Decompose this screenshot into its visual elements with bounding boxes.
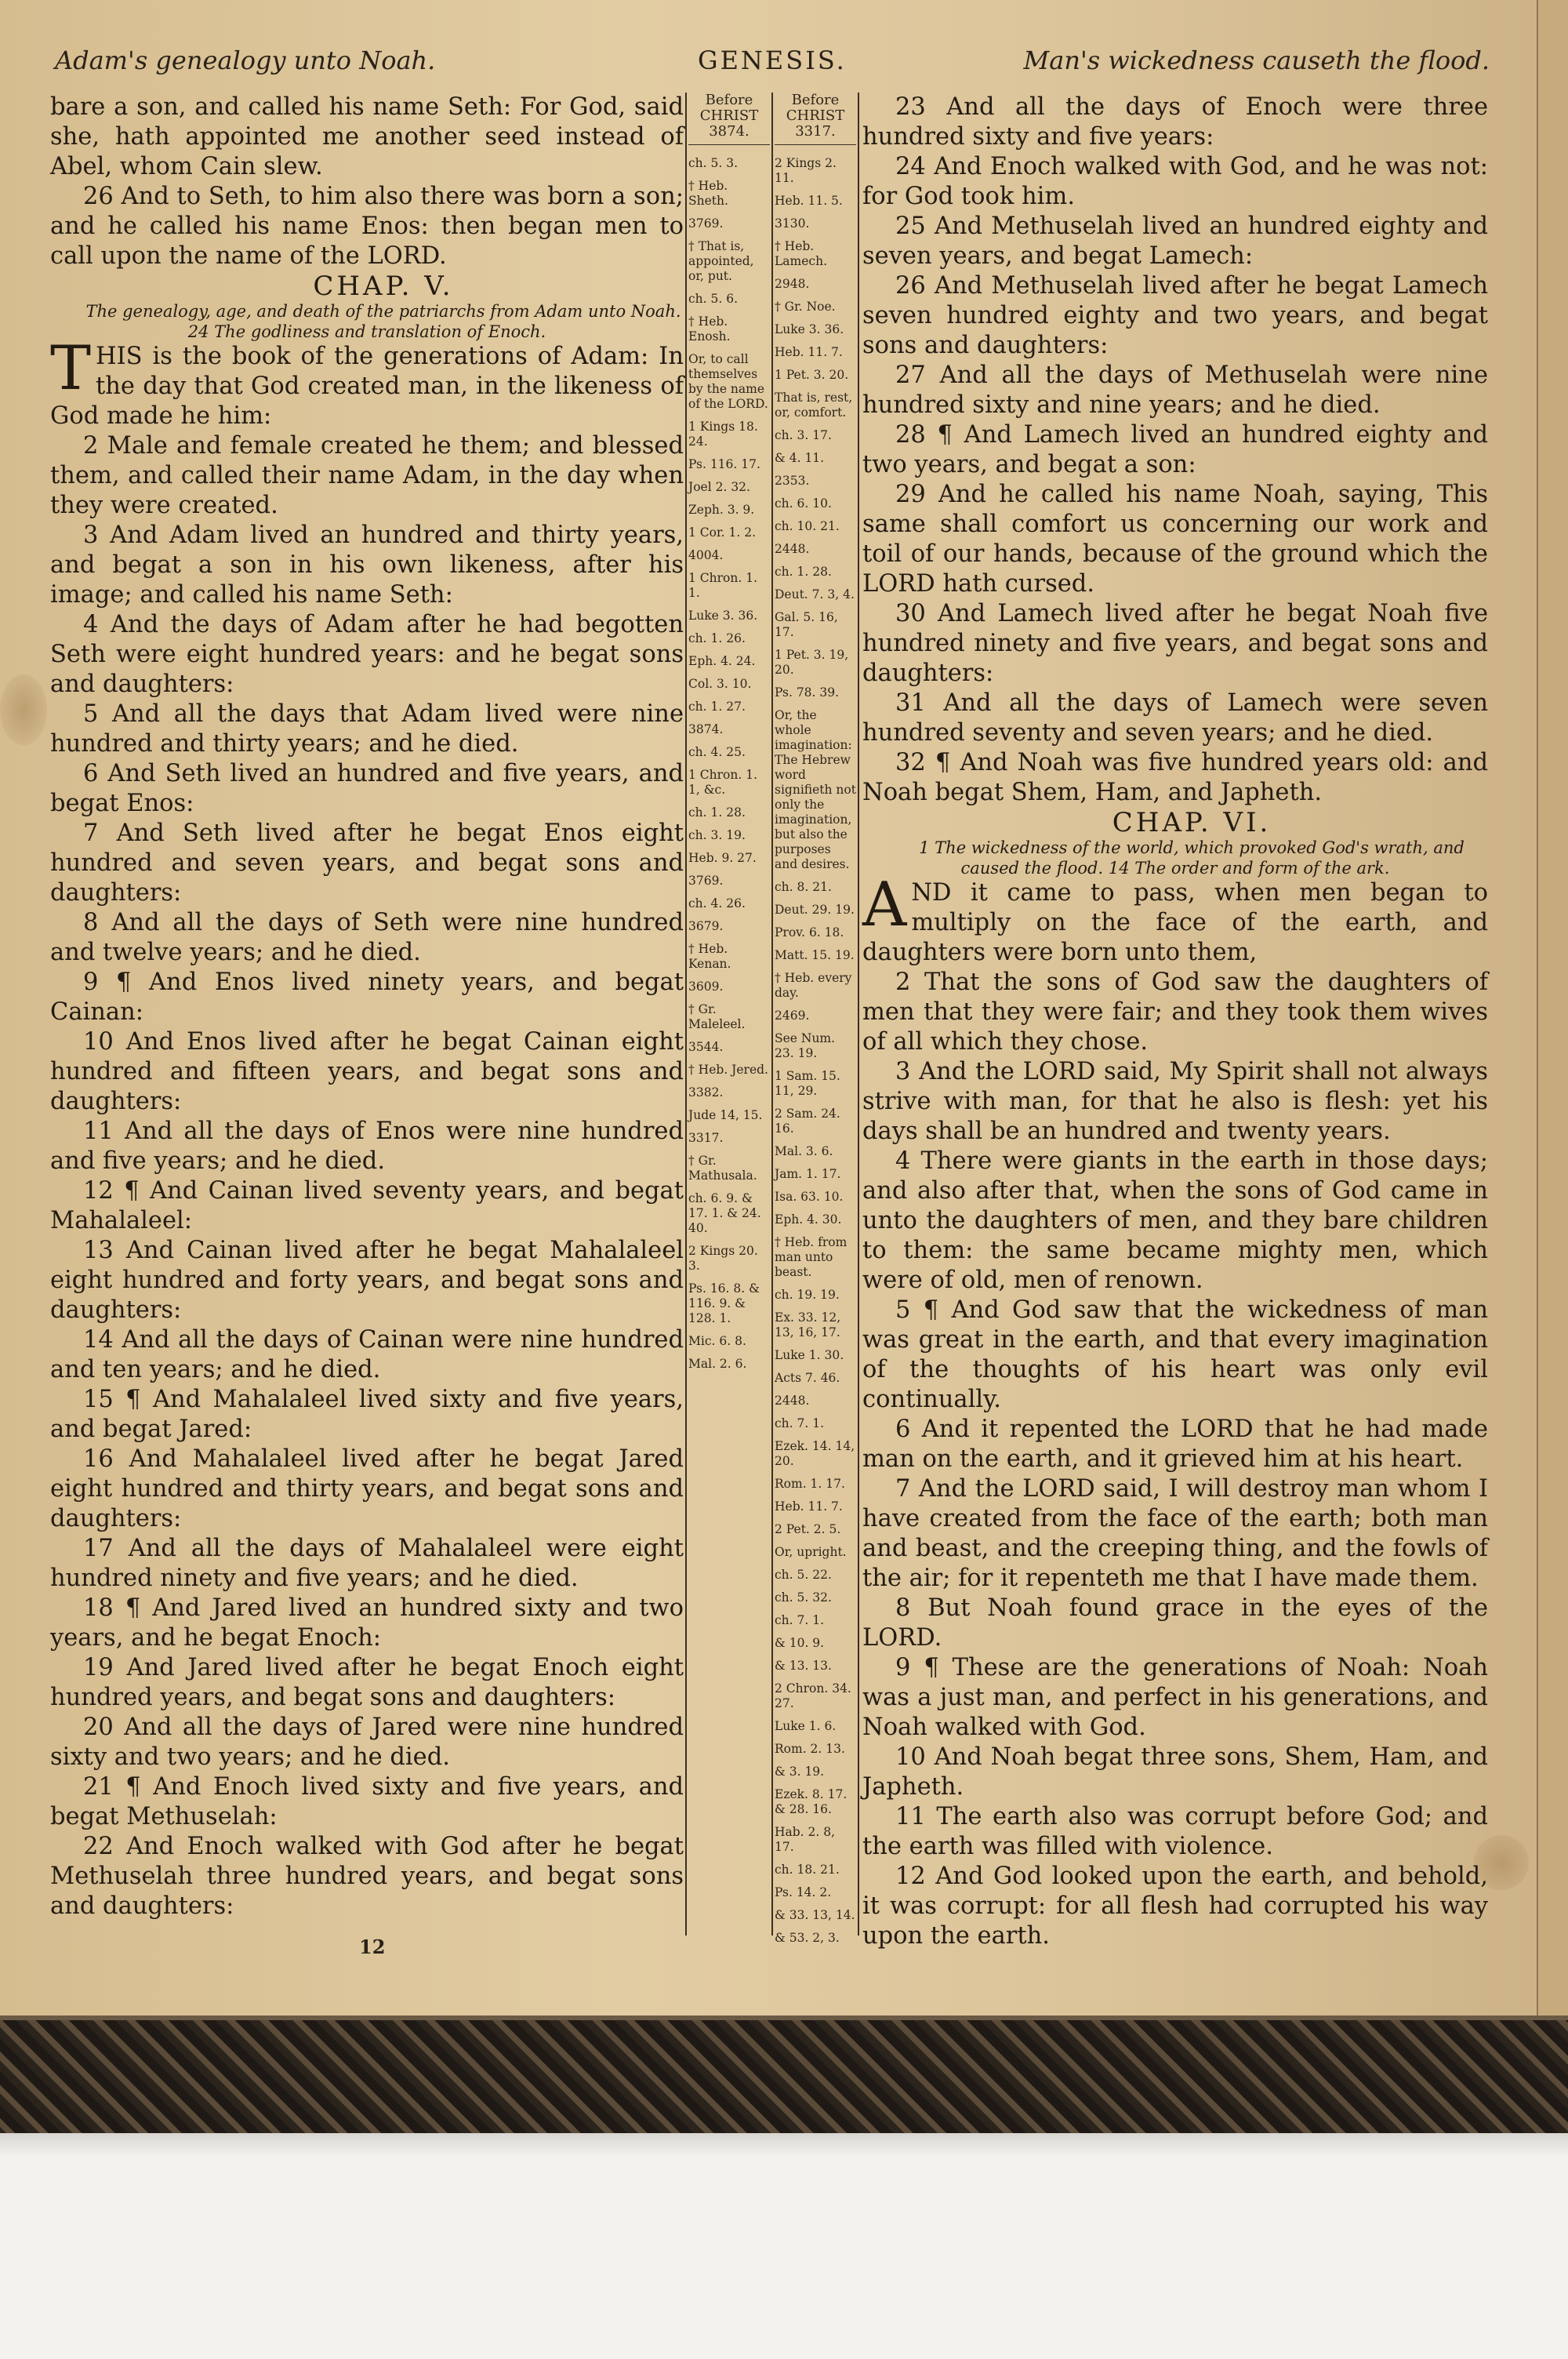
margin-reference: ch. 3. 17. (775, 428, 832, 442)
margin-reference: 2 Sam. 24. 16. (775, 1107, 840, 1136)
verse: 7 And the LORD said, I will destroy man whom I have created from the face of the earth; both man and beast, and the creeping thing, and the fowls of the air; for it repenteth me that I have made them. (862, 1475, 1488, 1592)
running-head (55, 45, 1490, 93)
margin-reference: Jude 14, 15. (688, 1108, 763, 1122)
margin-reference: ch. 4. 26. (688, 896, 746, 911)
verse: 2 That the sons of God saw the daughters of men that they were fair; and they took them wives of all which they chose. (862, 969, 1488, 1056)
margin-reference: Rom. 1. 17. (775, 1477, 845, 1491)
margin-reference: 1 Pet. 3. 19, 20. (775, 648, 849, 677)
margin-reference: 1 Sam. 15. 11, 29. (775, 1069, 840, 1098)
verse: 10 And Noah begat three sons, Shem, Ham, and Japheth. (862, 1743, 1488, 1801)
margin-reference: Gal. 5. 16, 17. (775, 610, 838, 639)
verse-list (862, 968, 1488, 1951)
margin-reference: 1 Pet. 3. 20. (775, 368, 849, 382)
margin-reference: Deut. 29. 19. (775, 903, 855, 917)
verse: 6 And Seth lived an hundred and five years, and begat Enos: (50, 760, 684, 817)
running-head-right: Man's wickedness causeth the flood. (1023, 45, 1490, 75)
verse: 8 But Noah found grace in the eyes of the LORD. (862, 1594, 1488, 1652)
margin-reference: 1 Cor. 1. 2. (688, 525, 757, 540)
margin-reference: 3769. (688, 216, 724, 231)
adjacent-page-edge (1537, 0, 1568, 2016)
margin-reference: Eph. 4. 30. (775, 1212, 842, 1227)
verse: 14 And all the days of Cainan were nine hundred and ten years; and he died. (50, 1326, 684, 1383)
margin-references-left (688, 93, 770, 1379)
verse: 4 And the days of Adam after he had begotten Seth were eight hundred years: and he begat sons and daughters: (50, 611, 684, 698)
verse: 16 And Mahalaleel lived after he begat Jared eight hundred and thirty years, and begat sons and daughters: (50, 1445, 684, 1532)
verse: 31 And all the days of Lamech were seven hundred seventy and seven years; and he died. (862, 689, 1488, 747)
verse: 18 ¶ And Jared lived an hundred sixty and two years, and he begat Enoch: (50, 1594, 684, 1652)
margin-reference: & 10. 9. (775, 1636, 825, 1650)
margin-reference: Rom. 2. 13. (775, 1742, 845, 1756)
verse: 4 There were giants in the earth in those days; and also after that, when the sons of God came in unto the daughters of men, and they bare children to them: the same became mighty men, which were of old, men of renown. (862, 1147, 1488, 1294)
margin-reference: Acts 7. 46. (775, 1371, 840, 1385)
verse: 6 And it repented the LORD that he had made man on the earth, and it grieved him at his heart. (862, 1416, 1488, 1473)
margin-reference: ch. 5. 3. (688, 156, 739, 170)
margin-reference: 2948. (775, 277, 810, 291)
margin-reference: That is, rest, or, comfort. (775, 391, 853, 420)
page-stain (0, 674, 47, 745)
margin-reference: ch. 19. 19. (775, 1288, 840, 1302)
margin-reference: 2353. (775, 474, 810, 488)
verse: 5 ¶ And God saw that the wickedness of man was great in the earth, and that every imagination of the thoughts of his heart was only evil continually. (862, 1296, 1488, 1413)
verse: 30 And Lamech lived after he begat Noah five hundred ninety and five years, and begat sons and daughters: (862, 600, 1488, 687)
verse: 9 ¶ These are the generations of Noah: Noah was a just man, and perfect in his generations, and Noah walked with God. (862, 1654, 1488, 1741)
table-surface (0, 2133, 1568, 2157)
margin-reference: & 53. 2, 3. (775, 1931, 840, 1945)
margin-reference: & 33. 13, 14. (775, 1908, 855, 1922)
chapter-heading: CHAP. V. (313, 271, 454, 302)
margin-reference: ch. 6. 10. (775, 496, 832, 511)
column-rule (685, 93, 687, 1936)
margin-reference: 2 Kings 20. 3. (688, 1244, 758, 1273)
margin-reference: Mic. 6. 8. (688, 1334, 746, 1348)
book-binding-edge (0, 2016, 1568, 2138)
margin-reference: ch. 5. 22. (775, 1568, 832, 1582)
margin-reference: Matt. 15. 19. (775, 948, 855, 962)
margin-reference: ch. 7. 1. (775, 1416, 825, 1430)
verse: 21 ¶ And Enoch lived sixty and five years, and begat Methuselah: (50, 1773, 684, 1830)
margin-reference: † Gr. Maleleel. (688, 1002, 746, 1031)
left-text-column (50, 93, 684, 1921)
margin-reference: Ps. 78. 39. (775, 685, 840, 700)
column-rule (771, 93, 773, 1936)
verse: 10 And Enos lived after he begat Cainan eight hundred and fifteen years, and begat sons and daughters: (50, 1028, 684, 1115)
margin-reference: 2448. (775, 542, 810, 556)
margin-reference: Luke 3. 36. (688, 609, 758, 623)
right-text-column (862, 93, 1488, 1951)
margin-reference: See Num. 23. 19. (775, 1031, 836, 1060)
verse: 13 And Cainan lived after he begat Mahalaleel eight hundred and forty years, and begat sons and daughters: (50, 1237, 684, 1324)
verse: 17 And all the days of Mahalaleel were eight hundred ninety and five years; and he died. (50, 1535, 684, 1592)
margin-reference: Heb. 11. 5. (775, 194, 843, 208)
margin-reference: 2 Kings 2. 11. (775, 156, 837, 185)
margin-reference: Ps. 14. 2. (775, 1885, 832, 1899)
margin-reference: † Heb. Kenan. (688, 942, 731, 971)
first-verse-text: HIS is the book of the generations of Adam: In the day that God created man, in the likeness of God made he him: (50, 343, 684, 430)
verse: 19 And Jared lived after he begat Enoch eight hundred years, and begat sons and daughters: (50, 1654, 684, 1711)
margin-reference: Or, upright. (775, 1545, 847, 1559)
verse: 23 And all the days of Enoch were three hundred sixty and five years: (862, 93, 1488, 151)
margin-reference: ch. 1. 27. (688, 700, 746, 714)
margin-reference: Mal. 3. 6. (775, 1144, 833, 1158)
margin-reference: Jam. 1. 17. (775, 1167, 841, 1181)
verse: 26 And to Seth, to him also there was born a son; and he called his name Enos: then began men to call upon the name of the LORD. (50, 183, 684, 270)
margin-reference: Heb. 11. 7. (775, 1499, 843, 1514)
margin-reference: Or, to call themselves by the name of the LORD. (688, 352, 768, 411)
verse: 8 And all the days of Seth were nine hundred and twelve years; and he died. (50, 909, 684, 966)
margin-reference: Ezek. 8. 17. & 28. 16. (775, 1787, 848, 1816)
margin-reference: † Heb. Enosh. (688, 314, 731, 343)
margin-reference: Col. 3. 10. (688, 677, 752, 691)
chapter-summary: The genealogy, age, and death of the patriarchs from Adam unto Noah. 24 The godliness and translation of Enoch. (85, 302, 681, 341)
margin-reference: Hab. 2. 8, 17. (775, 1825, 836, 1854)
margin-reference: Luke 1. 30. (775, 1348, 844, 1362)
running-head-book-title: GENESIS. (698, 45, 847, 75)
page-number: 12 (359, 1936, 386, 1958)
margin-reference: & 3. 19. (775, 1765, 825, 1779)
verse: 5 And all the days that Adam lived were nine hundred and thirty years; and he died. (50, 700, 684, 758)
margin-reference: 3130. (775, 216, 810, 231)
verse: 11 The earth also was corrupt before God; and the earth was filled with violence. (862, 1803, 1488, 1860)
margin-reference: † Heb. from man unto beast. (775, 1235, 848, 1279)
margin-entry-list (775, 156, 856, 1946)
margin-reference: Heb. 9. 27. (688, 851, 757, 865)
margin-reference: 3609. (688, 980, 724, 994)
margin-reference: Ps. 116. 17. (688, 457, 760, 471)
verse: 26 And Methuselah lived after he begat Lamech seven hundred eighty and two years, and begat sons and daughters: (862, 272, 1488, 359)
margin-reference: Isa. 63. 10. (775, 1190, 844, 1204)
margin-reference: Deut. 7. 3, 4. (775, 587, 855, 602)
margin-reference: ch. 5. 6. (688, 292, 739, 306)
margin-reference: Luke 1. 6. (775, 1719, 837, 1733)
margin-reference: † Gr. Mathusala. (688, 1154, 757, 1183)
margin-reference: Ps. 16. 8. & 116. 9. & 128. 1. (688, 1281, 760, 1325)
margin-reference: † That is, appointed, or, put. (688, 239, 754, 283)
margin-reference: ch. 6. 9. & 17. 1. & 24. 40. (688, 1191, 761, 1235)
verse: bare a son, and called his name Seth: For God, said she, hath appointed me another seed instead of Abel, whom Cain slew. (50, 93, 684, 180)
column-rule (858, 93, 859, 1936)
margin-reference: & 4. 11. (775, 451, 825, 465)
margin-reference: ch. 1. 28. (775, 565, 832, 579)
verse-list (50, 431, 684, 1921)
margin-reference: 3317. (688, 1131, 724, 1145)
margin-reference: & 13. 13. (775, 1659, 832, 1673)
margin-reference: Prov. 6. 18. (775, 925, 844, 940)
margin-reference: Luke 3. 36. (775, 322, 844, 336)
verse: 11 And all the days of Enos were nine hundred and five years; and he died. (50, 1118, 684, 1175)
margin-reference: Heb. 11. 7. (775, 345, 843, 359)
margin-reference: Ex. 33. 12, 13, 16, 17. (775, 1310, 841, 1339)
margin-reference: 1 Chron. 1. 1, &c. (688, 768, 757, 797)
verse: 29 And he called his name Noah, saying, This same shall comfort us concerning our work and toil of our hands, because of the ground which the LORD hath cursed. (862, 481, 1488, 598)
first-verse (50, 333, 684, 431)
chapter-summary: 1 The wickedness of the world, which provoked God's wrath, and caused the flood. 14 The order and form of the ark. (919, 838, 1465, 878)
margin-reference: ch. 1. 28. (688, 805, 746, 820)
margin-reference: 2469. (775, 1009, 810, 1023)
margin-references-right (775, 93, 856, 1954)
margin-reference: 3769. (688, 874, 724, 888)
margin-reference: † Heb. Jered. (688, 1063, 768, 1077)
margin-reference: 2448. (775, 1394, 810, 1408)
margin-head: Before CHRIST 3317. (775, 93, 856, 145)
margin-reference: Joel 2. 32. (688, 480, 750, 494)
margin-reference: † Heb. every day. (775, 971, 852, 1000)
margin-entry-list (688, 156, 770, 1372)
verse: 12 And God looked upon the earth, and behold, it was corrupt: for all flesh had corrupted his way upon the earth. (862, 1863, 1488, 1950)
drop-cap: A (862, 870, 907, 940)
margin-reference: ch. 8. 21. (775, 880, 832, 894)
margin-reference: ch. 5. 32. (775, 1590, 832, 1605)
margin-reference: † Heb. Sheth. (688, 179, 728, 208)
margin-reference: Or, the whole imagination: The Hebrew word signifieth not only the imagination, but also the purposes and desires. (775, 708, 856, 871)
margin-reference: ch. 10. 21. (775, 519, 840, 533)
margin-reference: ch. 4. 25. (688, 745, 746, 759)
verse: 7 And Seth lived after he begat Enos eight hundred and seven years, and begat sons and daughters: (50, 820, 684, 907)
margin-reference: 1 Chron. 1. 1. (688, 571, 757, 600)
margin-reference: 2 Chron. 34. 27. (775, 1681, 851, 1710)
margin-reference: 2 Pet. 2. 5. (775, 1522, 841, 1536)
margin-reference: 3544. (688, 1040, 724, 1054)
drop-cap: T (50, 333, 92, 404)
margin-reference: † Heb. Lamech. (775, 239, 827, 268)
verse: 24 And Enoch walked with God, and he was not: for God took him. (862, 153, 1488, 210)
verse: 3 And the LORD said, My Spirit shall not always strive with man, for that he also is flesh: yet his days shall be an hundred and twenty years. (862, 1058, 1488, 1145)
verse: 28 ¶ And Lamech lived an hundred eighty and two years, and begat a son: (862, 421, 1488, 478)
first-verse-text: ND it came to pass, when men began to multiply on the face of the earth, and daughters were born unto them, (862, 879, 1488, 966)
margin-reference: † Gr. Noe. (775, 300, 836, 314)
verse: 3 And Adam lived an hundred and thirty years, and begat a son in his own likeness, after his image; and called his name Seth: (50, 522, 684, 609)
margin-reference: ch. 18. 21. (775, 1863, 840, 1877)
margin-reference: ch. 3. 19. (688, 828, 746, 842)
margin-reference: Ezek. 14. 14, 20. (775, 1439, 855, 1468)
verse: 15 ¶ And Mahalaleel lived sixty and five years, and begat Jared: (50, 1386, 684, 1443)
margin-reference: 1 Kings 18. 24. (688, 420, 758, 449)
running-head-left: Adam's genealogy unto Noah. (55, 45, 436, 75)
margin-reference: ch. 7. 1. (775, 1613, 825, 1627)
chapter-heading: CHAP. VI. (1112, 807, 1272, 838)
margin-reference: 3679. (688, 919, 724, 933)
verse: 32 ¶ And Noah was five hundred years old: and Noah begat Shem, Ham, and Japheth. (862, 749, 1488, 806)
verse: 22 And Enoch walked with God after he begat Methuselah three hundred years, and begat sons and daughters: (50, 1833, 684, 1920)
verse: 12 ¶ And Cainan lived seventy years, and begat Mahalaleel: (50, 1177, 684, 1234)
margin-reference: Eph. 4. 24. (688, 654, 756, 668)
margin-reference: Zeph. 3. 9. (688, 503, 755, 517)
verse: 20 And all the days of Jared were nine hundred sixty and two years; and he died. (50, 1714, 684, 1771)
first-verse (862, 870, 1488, 968)
verse-list (862, 93, 1488, 808)
verse: 27 And all the days of Methuselah were nine hundred sixty and nine years; and he died. (862, 362, 1488, 419)
verse: 2 Male and female created he them; and blessed them, and called their name Adam, in the day when they were created. (50, 432, 684, 519)
margin-reference: 3382. (688, 1085, 724, 1100)
verse: 25 And Methuselah lived an hundred eighty and seven years, and begat Lamech: (862, 213, 1488, 270)
margin-reference: 3874. (688, 722, 724, 736)
verse: 9 ¶ And Enos lived ninety years, and begat Cainan: (50, 969, 684, 1026)
margin-head: Before CHRIST 3874. (688, 93, 770, 145)
margin-reference: Mal. 2. 6. (688, 1357, 747, 1371)
margin-reference: ch. 1. 26. (688, 631, 746, 645)
margin-reference: 4004. (688, 548, 724, 562)
